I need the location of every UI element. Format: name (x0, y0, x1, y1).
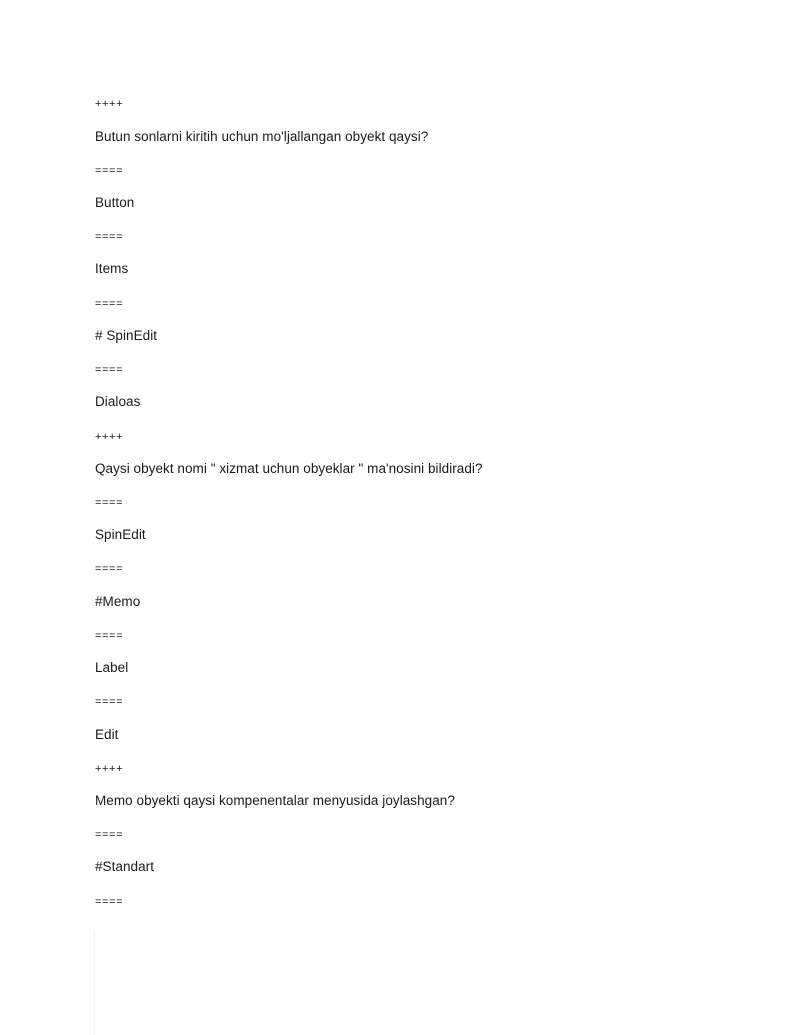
option-text-correct: # SpinEdit (95, 328, 158, 343)
option-separator: ==== (95, 231, 124, 243)
option-text: SpinEdit (95, 527, 146, 542)
option-text: Dialoas (95, 394, 141, 409)
option-text: Button (95, 195, 135, 210)
margin-rule (94, 930, 95, 1035)
option-separator: ==== (95, 298, 124, 310)
option-text-correct: #Standart (95, 859, 154, 874)
question-separator: ++++ (95, 98, 124, 110)
question-text: Memo obyekti qaysi kompenentalar menyusida joylashgan? (95, 793, 455, 808)
option-text-correct: #Memo (95, 594, 141, 609)
option-separator: ==== (95, 563, 124, 575)
question-text: Butun sonlarni kiritih uchun mo'ljallangan obyekt qaysi? (95, 129, 429, 144)
option-separator: ==== (95, 630, 124, 642)
question-text: Qaysi obyekt nomi " xizmat uchun obyeklar " ma'nosini bildiradi? (95, 461, 483, 476)
option-separator: ==== (95, 829, 124, 841)
option-text: Label (95, 660, 129, 675)
question-separator: ++++ (95, 763, 124, 775)
option-text: Items (95, 261, 129, 276)
option-separator: ==== (95, 165, 124, 177)
option-separator: ==== (95, 896, 124, 908)
option-separator: ==== (95, 364, 124, 376)
question-separator: ++++ (95, 431, 124, 443)
option-text: Edit (95, 727, 119, 742)
option-separator: ==== (95, 696, 124, 708)
option-separator: ==== (95, 497, 124, 509)
